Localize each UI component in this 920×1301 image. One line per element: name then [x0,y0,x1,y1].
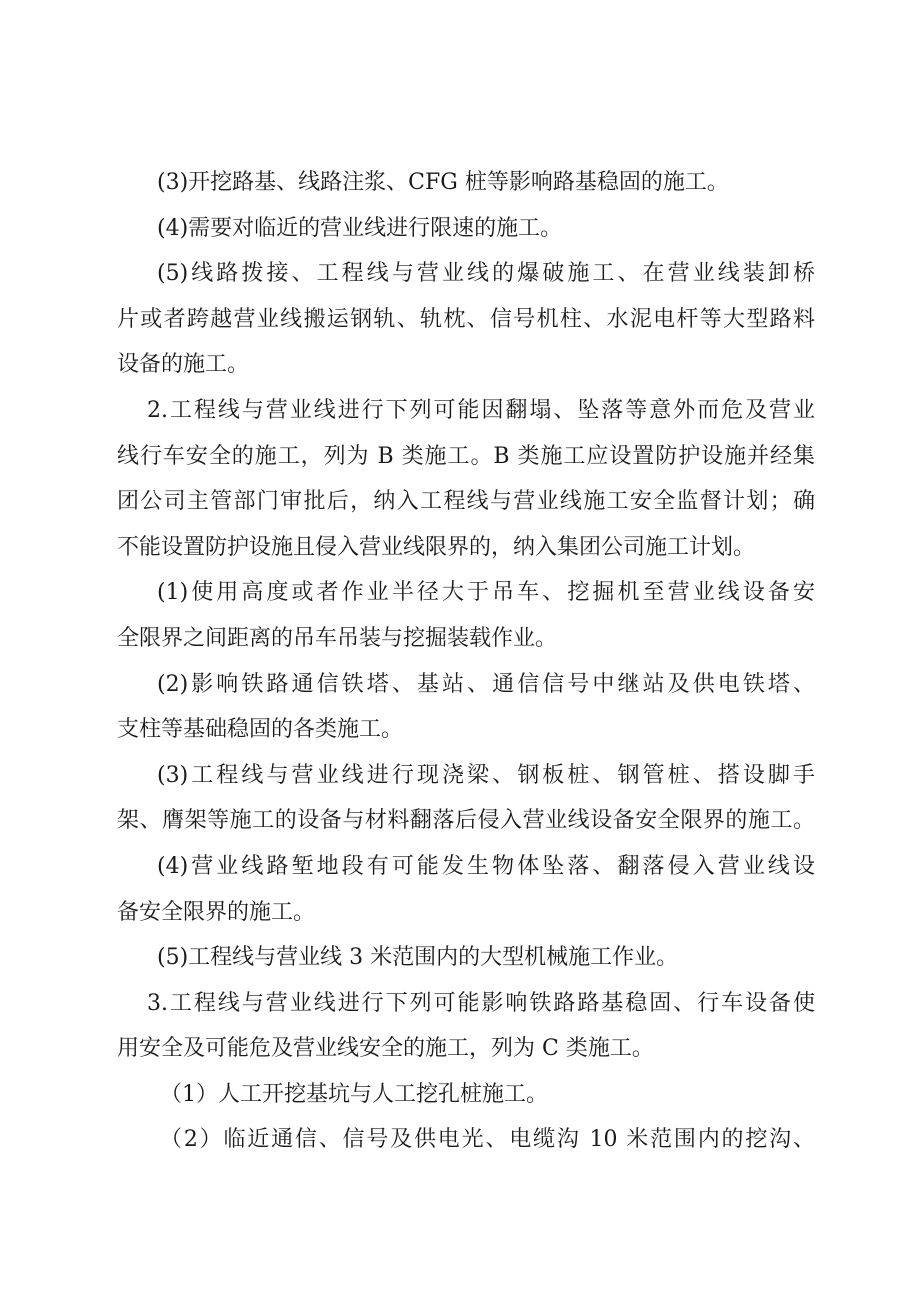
list-item-b3-line2: 架、膺架等施工的设备与材料翻落后侵入营业线设备安全限界的施工。 [117,808,815,834]
section-3-line1: 3.工程线与营业线进行下列可能影响铁路路基稳固、行车设备使 [147,990,815,1016]
list-item-b1-line1: (1)使用高度或者作业半径大于吊车、挖掘机至营业线设备安 [157,580,815,606]
document-body [117,160,815,1163]
section-3-line2: 用安全及可能危及营业线安全的施工，列为 C 类施工。 [117,1036,654,1062]
list-item-a4: (4)需要对临近的营业线进行限速的施工。 [157,215,563,241]
section-2-line3: 团公司主管部门审批后，纳入工程线与营业线施工安全监督计划；确 [117,489,815,515]
list-item-a5-line1: (5)线路拨接、工程线与营业线的爆破施工、在营业线装卸桥 [157,261,815,287]
section-2-line4: 不能设置防护设施且侵入营业线限界的，纳入集团公司施工计划。 [117,534,756,560]
list-item-b3-line1: (3)工程线与营业线进行现浇梁、钢板桩、钢管桩、搭设脚手 [157,762,815,788]
list-item-a5-line2: 片或者跨越营业线搬运钢轨、轨枕、信号机柱、水泥电杆等大型路料 [117,306,815,332]
list-item-b5: (5)工程线与营业线 3 米范围内的大型机械施工作业。 [157,945,679,971]
section-2-line2: 线行车安全的施工，列为 B 类施工。B 类施工应设置防护设施并经集 [117,443,815,469]
list-item-c2-line1: （2）临近通信、信号及供电光、电缆沟 10 米范围内的挖沟、 [160,1127,815,1153]
list-item-a3: (3)开挖路基、线路注浆、CFG 桩等影响路基稳固的施工。 [157,170,729,195]
list-item-b4-line2: 备安全限界的施工。 [117,899,316,925]
list-item-b2-line1: (2)影响铁路通信铁塔、基站、通信信号中继站及供电铁塔、 [157,671,815,697]
list-item-a5-line3: 设备的施工。 [117,352,250,378]
list-item-b4-line1: (4)营业线路堑地段有可能发生物体坠落、翻落侵入营业线设 [157,853,815,879]
list-item-b2-line2: 支柱等基础稳固的各类施工。 [117,717,404,743]
list-item-c1: （1）人工开挖基坑与人工挖孔桩施工。 [160,1081,548,1107]
list-item-b1-line2: 全限界之间距离的吊车吊装与挖掘装载作业。 [117,625,558,651]
section-2-line1: 2.工程线与营业线进行下列可能因翻塌、坠落等意外而危及营业 [147,397,815,423]
